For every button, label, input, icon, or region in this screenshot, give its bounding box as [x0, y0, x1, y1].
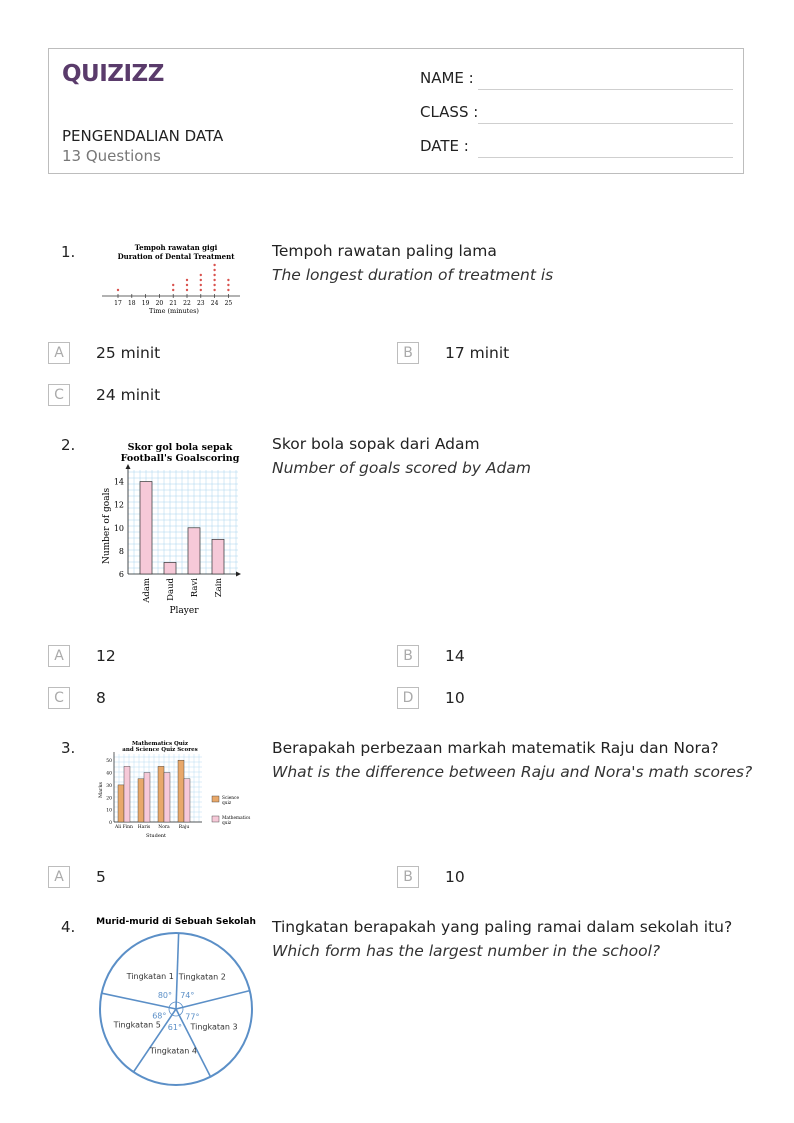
option-c-box[interactable]: C: [48, 384, 70, 406]
dot-point: [200, 279, 202, 281]
x-tick-label: Adam: [142, 578, 152, 603]
slice-angle: 68°: [152, 1011, 167, 1021]
bar-raju-s0: [178, 760, 184, 822]
x-tick-label: 24: [210, 300, 219, 307]
dot-point: [227, 284, 229, 286]
legend-swatch: [212, 796, 219, 802]
question-number: 2.: [61, 436, 76, 454]
x-tick-label: Ravi: [190, 578, 200, 598]
bar-zain: [212, 539, 224, 574]
x-axis-arrow: [236, 572, 241, 577]
date-line[interactable]: [478, 157, 733, 158]
chart-subtitle: and Science Quiz Scores: [122, 747, 198, 753]
y-axis-arrow: [126, 464, 131, 469]
x-tick-label: 19: [141, 300, 150, 307]
slice-label: Tingkatan 5: [113, 1020, 161, 1030]
question-number: 3.: [61, 739, 76, 757]
x-axis-label: Student: [145, 833, 167, 839]
question-text: Skor bola sopak dari Adam: [272, 435, 480, 453]
bar-nora-s1: [164, 773, 170, 822]
x-tick-label: Raju: [178, 825, 190, 830]
slice-angle: 61°: [167, 1022, 182, 1032]
x-tick-label: 20: [155, 300, 164, 307]
worksheet-header: [48, 48, 744, 174]
y-tick-label: 12: [113, 500, 124, 510]
question-text-english: Number of goals scored by Adam: [272, 459, 531, 477]
option-a-box[interactable]: A: [48, 645, 70, 667]
option-a-box[interactable]: A: [48, 342, 70, 364]
question-text-english: Which form has the largest number in the school?: [272, 942, 661, 960]
x-tick-label: 18: [127, 300, 136, 307]
option-d-text[interactable]: 10: [445, 689, 465, 707]
dot-point: [172, 289, 174, 291]
bar-haris-s0: [138, 779, 144, 822]
chart-title: Murid-murid di Sebuah Sekolah: [96, 917, 256, 927]
slice-label: Tingkatan 1: [126, 972, 174, 982]
y-tick-label: 40: [106, 771, 112, 777]
y-tick-label: 50: [106, 759, 112, 765]
chart-subtitle: Duration of Dental Treatment: [117, 252, 235, 261]
x-tick-label: 17: [114, 300, 122, 307]
option-b-box[interactable]: B: [397, 645, 419, 667]
option-d-box[interactable]: D: [397, 687, 419, 709]
slice-angle: 80°: [157, 990, 173, 1000]
option-a-text[interactable]: 25 minit: [96, 344, 161, 362]
bar-nora-s0: [158, 766, 164, 822]
x-tick-label: Zain: [214, 578, 224, 598]
option-a-box[interactable]: A: [48, 866, 70, 888]
dot-point: [186, 289, 188, 291]
option-a-text[interactable]: 5: [96, 868, 106, 886]
chart-title: Skor gol bola sepak: [127, 442, 233, 453]
chart-title: Tempoh rawatan gigi: [134, 243, 218, 252]
x-tick-label: Nora: [158, 825, 170, 830]
option-b-box[interactable]: B: [397, 866, 419, 888]
legend-label: Science: [222, 796, 239, 801]
slice-label: Tingkatan 4: [149, 1046, 198, 1056]
y-tick-label: 20: [106, 796, 112, 802]
bar-chart-goals: [98, 438, 244, 618]
class-label: CLASS :: [420, 103, 479, 121]
dot-point: [213, 269, 215, 271]
legend-swatch: [212, 816, 219, 822]
legend-label: Mathematics: [222, 816, 251, 821]
question-count: 13 Questions: [62, 147, 161, 165]
option-b-text[interactable]: 17 minit: [445, 344, 510, 362]
bar-ravi: [188, 528, 200, 574]
dot-point: [186, 284, 188, 286]
dot-point: [200, 284, 202, 286]
y-axis-label: Number of goals: [102, 487, 112, 565]
question-number: 4.: [61, 918, 76, 936]
dot-point: [227, 289, 229, 291]
option-b-text[interactable]: 10: [445, 868, 465, 886]
dot-point: [213, 284, 215, 286]
name-line[interactable]: [478, 89, 733, 90]
legend-label: quiz: [222, 821, 232, 826]
name-label: NAME :: [420, 69, 474, 87]
x-tick-label: 23: [196, 300, 205, 307]
legend-label: quiz: [222, 801, 232, 806]
question-text-english: What is the difference between Raju and Nora's math scores?: [272, 763, 753, 781]
option-b-text[interactable]: 14: [445, 647, 465, 665]
option-b-box[interactable]: B: [397, 342, 419, 364]
y-tick-label: 0: [109, 821, 112, 826]
slice-label: Tingkatan 2: [178, 972, 226, 982]
bar-ali-finn-s0: [118, 785, 124, 822]
dot-point: [186, 279, 188, 281]
x-tick-label: 25: [224, 300, 233, 307]
y-tick-label: 6: [118, 570, 124, 579]
chart-subtitle: Football's Goalscoring: [120, 453, 240, 464]
slice-angle: 77°: [185, 1012, 200, 1022]
worksheet-title: PENGENDALIAN DATA: [62, 127, 224, 145]
bar-raju-s1: [184, 779, 190, 822]
y-tick-label: 30: [106, 783, 112, 789]
y-axis-label: Marks: [98, 781, 104, 799]
slice-angle: 74°: [180, 991, 195, 1001]
option-c-box[interactable]: C: [48, 687, 70, 709]
option-c-text[interactable]: 24 minit: [96, 386, 161, 404]
x-tick-label: 22: [183, 300, 191, 307]
y-tick-label: 10: [113, 523, 124, 533]
x-tick-label: Daud: [166, 578, 176, 601]
dot-point: [117, 289, 119, 291]
x-tick-label: Haris: [137, 825, 151, 830]
question-text: Tingkatan berapakah yang paling ramai dalam sekolah itu?: [272, 918, 733, 936]
bar-haris-s1: [144, 773, 150, 822]
dot-point: [200, 274, 202, 276]
x-tick-label: 21: [169, 300, 178, 307]
bar-ali-finn-s1: [124, 766, 130, 822]
chart-title: Mathematics Quiz: [131, 741, 189, 747]
class-line[interactable]: [478, 123, 733, 124]
dot-point: [172, 284, 174, 286]
dot-point: [200, 289, 202, 291]
y-tick-label: 8: [118, 546, 124, 556]
bar-daud: [164, 562, 176, 574]
grouped-bar-chart-quiz: [98, 738, 258, 840]
dot-point: [213, 279, 215, 281]
date-label: DATE :: [420, 137, 469, 155]
question-text: Tempoh rawatan paling lama: [272, 242, 497, 260]
x-tick-label: Ali Finn: [115, 825, 133, 830]
y-tick-label: 10: [106, 808, 112, 814]
pie-chart-students: [96, 912, 256, 1092]
question-number: 1.: [61, 243, 76, 261]
dot-point: [213, 274, 215, 276]
question-text: Berapakah perbezaan markah matematik Raju dan Nora?: [272, 739, 719, 757]
question-text-english: The longest duration of treatment is: [272, 266, 554, 284]
y-tick-label: 14: [113, 477, 124, 487]
slice-label: Tingkatan 3: [190, 1022, 238, 1032]
dot-point: [213, 289, 215, 291]
bar-adam: [140, 482, 152, 574]
dot-point: [227, 279, 229, 281]
option-c-text[interactable]: 8: [96, 689, 106, 707]
x-axis-label: Player: [169, 606, 199, 616]
dot-point: [213, 264, 215, 266]
dot-plot-chart: [98, 240, 240, 318]
option-a-text[interactable]: 12: [96, 647, 116, 665]
quizizz-logo: QUIZIZZ: [62, 61, 164, 87]
x-axis-label: Time (minutes): [149, 307, 199, 315]
